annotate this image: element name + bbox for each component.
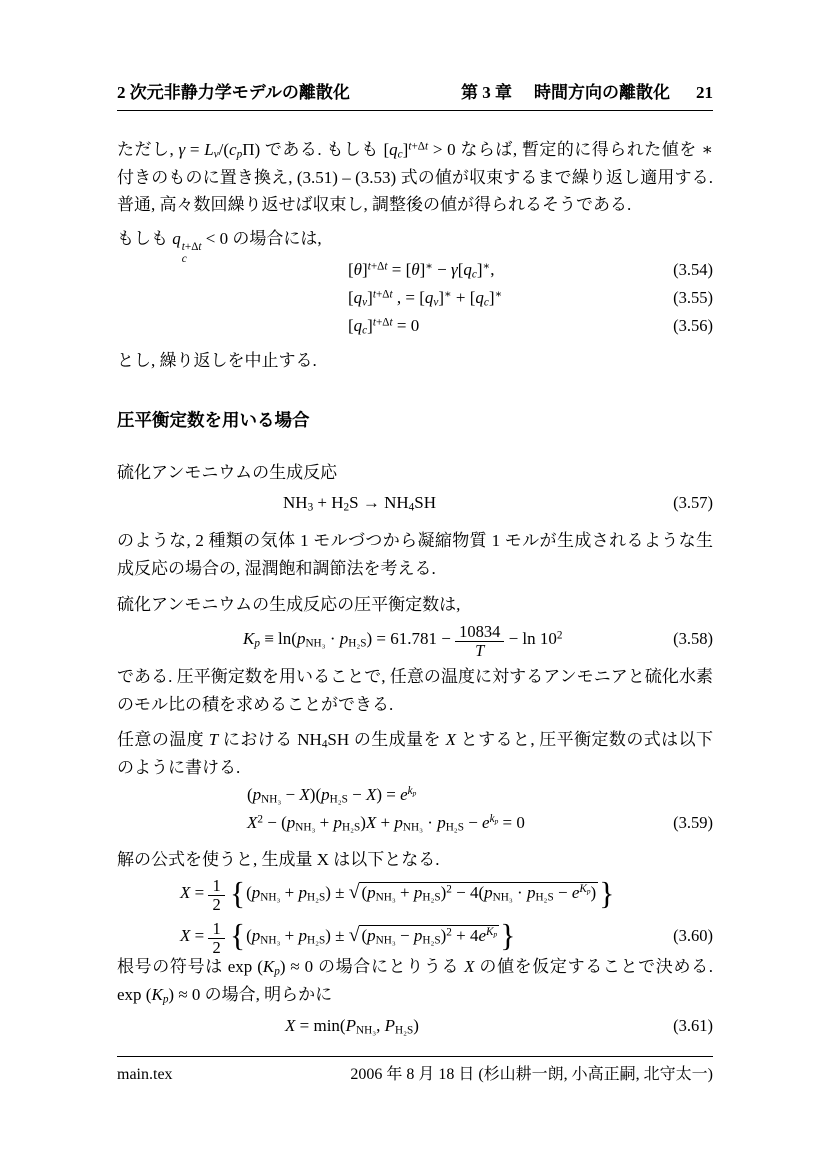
paragraph-condition: もしも q t+Δt c < 0 の場合には, [117,229,322,266]
equation-3-60b: X = $\frac{1}{2}$ {$(p_{NH_3} + p_{H_2S})$ ± √ $(p_{NH_3} - p_{H_2S})^2 + 4e^{K_p}$} [180,918,516,958]
paragraph-define-x: 任意の温度 T における $NH_4SH$ の生成量を X とすると, 圧平衡定数の式は以下のように書ける. [117,730,714,777]
equation-number-3-54: (3.54) [673,260,713,279]
page-number: 21 [696,83,713,102]
page-footer [117,1056,713,1085]
equation-3-60a: X = $\frac{1}{2}$ {$(p_{NH_3} + p_{H_2S})$ ± √ $(p_{NH_3} + p_{H_2S})^2 - 4(p_{NH_3} \cdot p_{H_2S} - e^{K_p})$} [180,875,615,915]
paragraph-stop-iteration: とし, 繰り返しを中止する. [117,351,317,370]
paragraph-kp-lead: 硫化アンモニウムの生成反応の圧平衡定数は, [117,595,461,614]
equation-3-59b: $X^2 - (p_{NH_3} + p_{H_2S})X + p_{NH_3} \cdot p_{H_2S} - e^{k_p} = 0$ [247,813,525,834]
equation-number-3-61: (3.61) [673,1016,713,1035]
paragraph-kp-usage: である. 圧平衡定数を用いることで, 任意の温度に対するアンモニアと硫化水素のモル比の積を求めることができる. [117,667,713,714]
footer-date-authors: 2006 年 8 月 18 日 (杉山耕一朗, 小高正嗣, 北守太一) [350,1066,713,1083]
section-heading: 圧平衡定数を用いる場合 [117,410,310,430]
paragraph-iteration-note: ただし, $\gamma = L_v/(c_p\Pi)$ である. もしも $[q_c]^{t+\Delta t} > 0$ ならば, 暫定的に得られた値を ∗ 付きのものに置き換え, (3.51) – (3.53) 式の値が収束するまで繰り返し適用する. 普通, 高々数回繰り返せば収束し, 調整後の値が得られるそうである. [117,140,713,214]
equation-358-block [117,616,713,662]
equation-number-3-57: (3.57) [673,493,713,512]
equation-number-3-55: (3.55) [673,288,713,307]
page-header [117,82,713,111]
equation-group-359 [117,781,713,837]
equation-3-55: $[q_v]^{t+\Delta t}$ , = $[q_v]^∗ + [q_c]^∗$ [348,288,503,309]
paragraph-reaction-lead: 硫化アンモニウムの生成反応 [117,463,338,482]
equation-3-59a: $(p_{NH_3} - X)(p_{H_2S} - X) = e^{k_p}$ [247,785,417,806]
equation-3-58: $K_p \equiv \ln(p_{NH_3} \cdot p_{H_2S}) = 61.781$ − $\frac{10834}{T}$ − $\ln 10^2$ [243,621,563,661]
equation-number-3-58: (3.58) [673,629,713,648]
paragraph-sign-choice: 根号の符号は $\exp (K_p) \approx 0$ の場合にとりうる X の値を仮定することで決める. $\exp (K_p) \approx 0$ の場合, 明らかに [117,957,713,1005]
chapter-title: 時間方向の離散化 [534,83,670,102]
equation-361-block [117,1012,713,1040]
equation-357-block [117,489,713,517]
equation-number-3-59: (3.59) [673,813,713,832]
equation-number-3-56: (3.56) [673,316,713,335]
equation-group-354-356 [117,256,713,340]
running-title: 2 次元非静力学モデルの離散化 [117,83,350,102]
equation-group-360 [117,872,713,958]
equation-3-61: $X = \min(P_{NH_3}$, $P_{H_2S}$) [285,1016,419,1037]
equation-3-54: $[\theta]^{t+\Delta t} = [\theta]^∗ - \gamma[q_c]^∗$, [348,260,495,281]
chapter-label: 第 3 章 [461,83,512,102]
footer-filename: main.tex [117,1066,173,1083]
equation-3-56: $[q_c]^{t+\Delta t} = 0$ [348,316,420,337]
equation-3-57: $NH_3 + H_2S \to NH_4SH$ [283,493,437,514]
paragraph-quadratic-formula: 解の公式を使うと, 生成量 X は以下となる. [117,850,440,869]
equation-number-3-60: (3.60) [673,926,713,946]
paragraph-mol-reaction: のような, 2 種類の気体 1 モルづつから凝縮物質 1 モルが生成されるような生成反応の場合の, 湿潤飽和調節法を考える. [117,531,713,578]
